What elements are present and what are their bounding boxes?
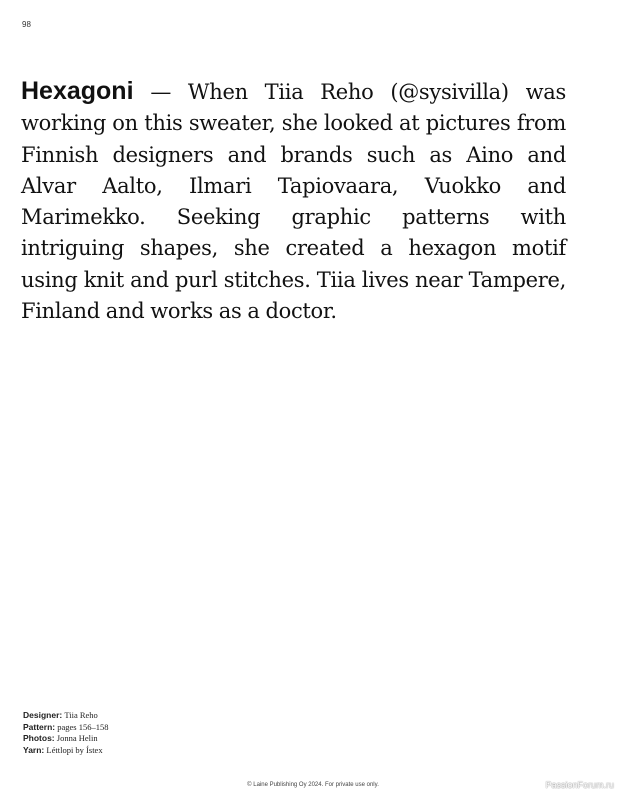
watermark: PassionForum.ru: [545, 780, 614, 790]
page-number: 98: [22, 20, 31, 29]
credits-block: [23, 710, 108, 756]
credit-pattern: [23, 722, 108, 734]
credit-label: Yarn:: [23, 744, 45, 755]
credit-value: pages 156–158: [57, 721, 109, 732]
credit-label: Photos:: [23, 733, 55, 744]
intro-paragraph: [21, 76, 566, 327]
credit-value: Tiia Reho: [64, 710, 98, 720]
credit-value: Léttlopi by Ístex: [46, 744, 103, 755]
intro-body: — When Tiia Reho (@sysivilla) was working on this sweater, she looked at pictures from Finnish designers and brands such as Aino and Alvar Aalto, Ilmari Tapiovaara, Vuokko and Marimekko. Seeking graphic patterns with intriguing shapes, she created a hexagon motif using knit and purl stitches. Tiia lives near Tampere, Finland and works as a doctor.: [21, 80, 566, 324]
credit-designer: [23, 710, 108, 722]
credit-label: Designer:: [23, 710, 63, 720]
copyright-notice: © Laine Publishing Oy 2024. For private use only.: [247, 782, 379, 788]
credit-label: Pattern:: [23, 721, 56, 732]
credit-yarn: [23, 745, 108, 757]
article-headline: Hexagoni: [21, 77, 134, 105]
credit-value: Jonna Helin: [56, 733, 98, 744]
credit-photos: [23, 733, 108, 745]
